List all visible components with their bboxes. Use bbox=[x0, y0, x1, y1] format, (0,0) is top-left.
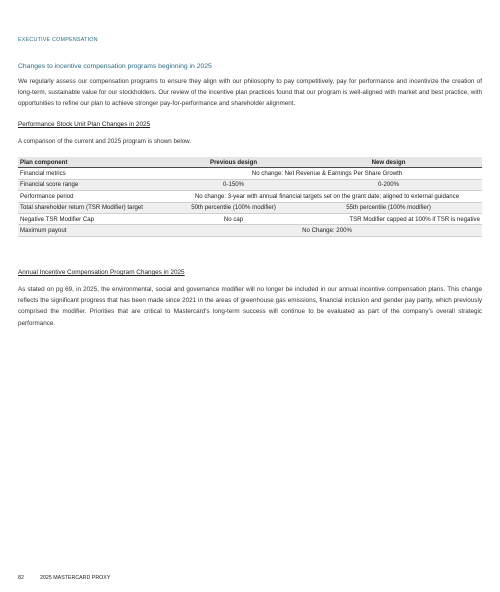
table-header-row bbox=[18, 157, 482, 168]
table-row bbox=[18, 179, 482, 190]
row-label: Maximum payout bbox=[20, 227, 67, 235]
row-new-value: 55th percentile (100% modifier) bbox=[346, 204, 431, 212]
page-footer bbox=[18, 575, 110, 581]
table-row bbox=[18, 213, 482, 224]
row-label: Total shareholder return (TSR Modifier) target bbox=[20, 204, 143, 212]
table-row bbox=[18, 191, 482, 202]
page-number: 82 bbox=[18, 575, 24, 581]
psu-comparison-table bbox=[18, 157, 482, 237]
aic-paragraph: As stated on pg 69, in 2025, the environmental, social and governance modifier will no longer be included in our annual incentive compensation plans. This change reflects the significant progress that has been made since 2021 in the areas of greenhouse gas emissions, financial inclusion and gender pay parity, which previously comprised the modifier. Priorities that are critical to Mastercard’s long-term success will continue to be evaluated as part of the company’s overall strategic performance. bbox=[18, 286, 482, 327]
psu-caption: A comparison of the current and 2025 program is shown below. bbox=[18, 138, 192, 145]
row-merged-value: No Change: 200% bbox=[302, 227, 352, 235]
table-row bbox=[18, 225, 482, 236]
row-previous-value: 0-150% bbox=[223, 181, 245, 189]
row-new-value: TSR Modifier capped at 100% if TSR is negative bbox=[349, 215, 480, 223]
table-row bbox=[18, 202, 482, 213]
row-label: Financial score range bbox=[20, 181, 79, 189]
footer-title: 2025 MASTERCARD PROXY bbox=[40, 575, 111, 581]
row-label: Performance period bbox=[20, 192, 74, 200]
row-previous-value: 50th percentile (100% modifier) bbox=[191, 204, 276, 212]
header-previous-design: Previous design bbox=[172, 157, 295, 168]
row-merged-value: No change: Net Revenue & Earnings Per Share Growth bbox=[251, 170, 403, 178]
row-label: Financial metrics bbox=[20, 170, 66, 178]
header-plan-component: Plan component bbox=[18, 157, 172, 168]
row-label: Negative TSR Modifier Cap bbox=[20, 215, 95, 223]
section-heading: Changes to incentive compensation programs beginning in 2025 bbox=[18, 63, 212, 70]
row-new-value: 0-200% bbox=[378, 181, 400, 189]
psu-subheading: Performance Stock Unit Plan Changes in 2025 bbox=[18, 121, 151, 128]
intro-paragraph: We regularly assess our compensation programs to ensure they align with our philosophy to pay competitively, pay for performance and incentivize the creation of long-term, sustainable value for our stockholders. Our review of the incentive plan practices found that our program is well-aligned with market and best practice, with opportunities to refine our plan to achieve stronger pay-for-performance and shareholder alignment. bbox=[18, 78, 482, 108]
table-row bbox=[18, 168, 482, 179]
aic-subheading: Annual Incentive Compensation Program Changes in 2025 bbox=[18, 269, 185, 276]
row-merged-value: No change: 3-year with annual financial targets set on the grant date; aligned to external guidance bbox=[194, 192, 460, 200]
section-label: EXECUTIVE COMPENSATION bbox=[18, 37, 98, 43]
header-new-design: New design bbox=[295, 157, 482, 168]
row-previous-value: No cap bbox=[223, 215, 244, 223]
